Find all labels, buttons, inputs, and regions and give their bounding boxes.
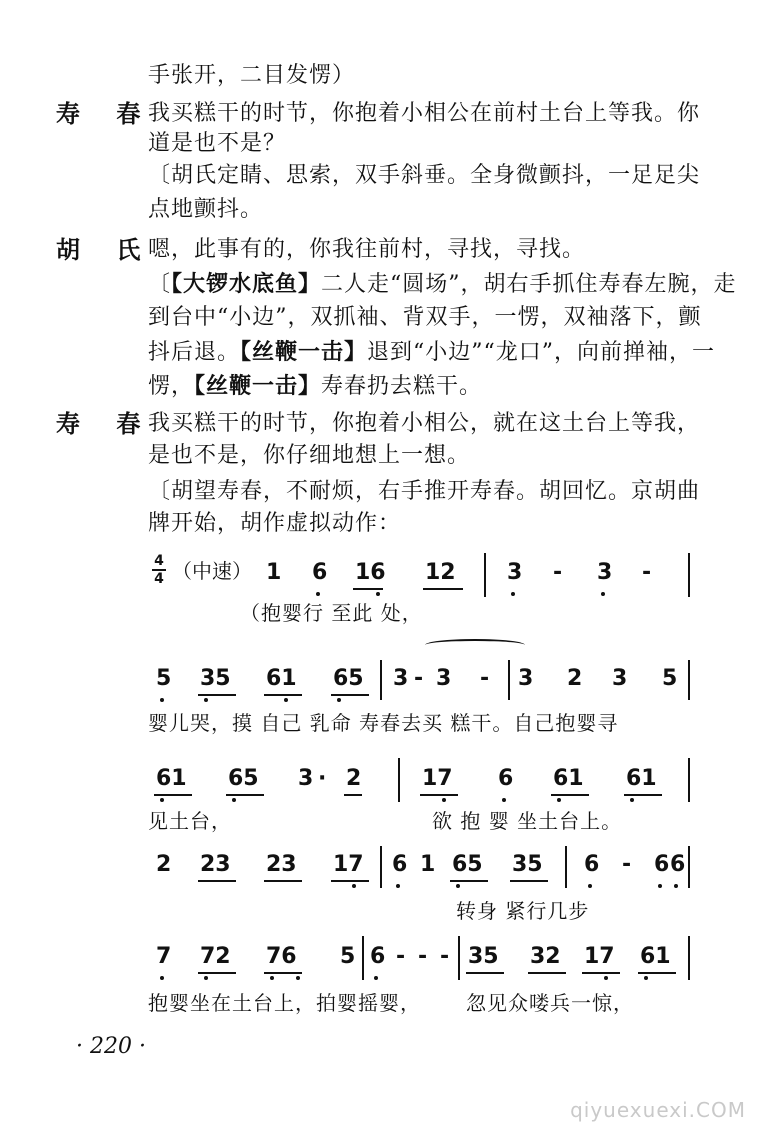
note: 5 xyxy=(340,944,356,969)
bar-line xyxy=(565,846,567,888)
bracket: 〔 xyxy=(148,272,172,297)
underline xyxy=(154,794,192,796)
note: 6 xyxy=(498,766,514,791)
low-dot xyxy=(204,976,208,980)
note: - xyxy=(414,666,424,691)
direction-text: 愣， xyxy=(148,374,195,399)
underline xyxy=(226,794,264,796)
time-signature xyxy=(152,554,166,586)
underline xyxy=(466,972,504,974)
lyrics: 抱婴坐在土台上，拍婴摇婴， xyxy=(148,991,421,1015)
note: - xyxy=(440,944,450,969)
bar-line xyxy=(688,660,690,700)
dialogue-line: 我买糕干的时节，你抱着小相公，就在这土台上等我， xyxy=(148,411,701,436)
low-dot xyxy=(658,884,662,888)
cue-label: 【丝鞭一击】 xyxy=(240,339,368,365)
underline xyxy=(420,794,458,796)
bar-line xyxy=(398,758,400,802)
note: 6 xyxy=(370,944,386,969)
underline xyxy=(331,694,369,696)
underline xyxy=(624,794,662,796)
bar-line xyxy=(688,553,690,597)
note: 65 xyxy=(452,852,483,877)
note: 12 xyxy=(425,560,456,585)
note: 61 xyxy=(266,666,297,691)
note: 7 xyxy=(156,944,172,969)
bar-line xyxy=(458,936,460,980)
low-dot xyxy=(160,798,164,802)
low-dot xyxy=(374,976,378,980)
bar-line xyxy=(508,660,510,700)
low-dot xyxy=(456,884,460,888)
note: - xyxy=(622,852,632,877)
low-dot xyxy=(270,976,274,980)
note: 35 xyxy=(200,666,231,691)
time-signature-top: 4 xyxy=(154,553,164,569)
low-dot xyxy=(502,798,506,802)
note: 6 xyxy=(312,560,328,585)
note: - xyxy=(553,560,563,585)
low-dot xyxy=(160,976,164,980)
speaker-hushi: 胡 氏 xyxy=(56,235,155,264)
lyrics: 见土台， xyxy=(148,809,232,833)
note: 23 xyxy=(200,852,231,877)
dialogue-line: 道是也不是？ xyxy=(148,131,287,156)
direction-text: 退到“小边”“龙口”，向前掸袖，一 xyxy=(367,340,716,365)
underline xyxy=(264,694,302,696)
bar-line xyxy=(688,846,690,888)
underline xyxy=(353,588,383,590)
tie xyxy=(425,639,525,651)
low-dot xyxy=(604,976,608,980)
note: · xyxy=(318,766,327,791)
bar-line xyxy=(380,660,382,700)
note: 1 xyxy=(420,852,436,877)
underline xyxy=(198,972,236,974)
note: 3 xyxy=(518,666,534,691)
stage-direction-line: 到台中“小边”，双抓袖、背双手，一愣，双袖落下，颤 xyxy=(148,305,702,330)
note: 65 xyxy=(228,766,259,791)
low-dot xyxy=(284,698,288,702)
bar-line xyxy=(380,846,382,888)
note: - xyxy=(480,666,490,691)
note: 3 xyxy=(436,666,452,691)
low-dot xyxy=(316,592,320,596)
note: 2 xyxy=(156,852,172,877)
low-dot xyxy=(160,698,164,702)
note: 1 xyxy=(266,560,282,585)
direction-text: 二人走“圆场”，胡右手抓住寿春左腕，走 xyxy=(321,272,737,297)
underline xyxy=(331,880,369,882)
note: 6 xyxy=(670,852,686,877)
stage-direction-line: 手张开，二目发愣） xyxy=(148,63,356,88)
note: 2 xyxy=(346,766,362,791)
low-dot xyxy=(337,698,341,702)
note: 32 xyxy=(530,944,561,969)
underline xyxy=(344,794,362,796)
note: 76 xyxy=(266,944,297,969)
note: 61 xyxy=(156,766,187,791)
lyrics: （抱婴行 至此 处， xyxy=(240,601,423,625)
underline xyxy=(423,588,463,590)
note: 3 xyxy=(393,666,409,691)
note: 65 xyxy=(333,666,364,691)
note: 61 xyxy=(553,766,584,791)
stage-direction-line: 〔胡望寿春，不耐烦，右手推开寿春。胡回忆。京胡曲 xyxy=(148,479,701,504)
note: 61 xyxy=(640,944,671,969)
note: 2 xyxy=(567,666,583,691)
note: - xyxy=(396,944,406,969)
underline xyxy=(551,794,589,796)
low-dot xyxy=(644,976,648,980)
low-dot xyxy=(442,798,446,802)
stage-direction-line: 〔胡氏定睛、思索，双手斜垂。全身微颤抖，一足足尖 xyxy=(148,163,701,188)
underline xyxy=(528,972,566,974)
cue-label: 【大锣水底鱼】 xyxy=(171,271,322,297)
low-dot xyxy=(511,592,515,596)
note: 17 xyxy=(584,944,615,969)
speaker-shouchun: 寿 春 xyxy=(56,409,155,438)
note: 35 xyxy=(512,852,543,877)
underline xyxy=(264,972,302,974)
low-dot xyxy=(204,698,208,702)
underline xyxy=(638,972,676,974)
lyrics: 婴儿哭，摸 自己 乳命 寿春去买 糕干。自己抱婴寻 xyxy=(148,711,619,735)
note: 3 xyxy=(612,666,628,691)
direction-text: 抖后退。 xyxy=(148,340,241,365)
stage-direction-line: 牌开始，胡作虚拟动作： xyxy=(148,511,402,536)
underline xyxy=(450,880,488,882)
low-dot xyxy=(674,884,678,888)
note: 3 xyxy=(298,766,314,791)
cue-label: 【丝鞭一击】 xyxy=(194,373,322,399)
bar-line xyxy=(362,936,364,980)
underline xyxy=(582,972,620,974)
bar-line xyxy=(484,553,486,597)
low-dot xyxy=(630,798,634,802)
underline xyxy=(510,880,548,882)
note: 3 xyxy=(507,560,523,585)
note: 23 xyxy=(266,852,297,877)
lyrics: 欲 抱 婴 坐土台上。 xyxy=(432,809,623,833)
note: 72 xyxy=(200,944,231,969)
note: 17 xyxy=(333,852,364,877)
low-dot xyxy=(352,884,356,888)
lyrics: 转身 紧行几步 xyxy=(456,899,590,923)
note: 35 xyxy=(468,944,499,969)
tempo-marking: （中速） xyxy=(172,559,252,583)
underline xyxy=(198,880,236,882)
dialogue-line: 嗯，此事有的，你我往前村，寻找，寻找。 xyxy=(148,237,586,262)
low-dot xyxy=(557,798,561,802)
low-dot xyxy=(296,976,300,980)
note: 6 xyxy=(654,852,670,877)
low-dot xyxy=(232,798,236,802)
note: - xyxy=(418,944,428,969)
underline xyxy=(264,880,302,882)
low-dot xyxy=(376,592,380,596)
note: - xyxy=(642,560,652,585)
note: 5 xyxy=(156,666,172,691)
bar-line xyxy=(688,758,690,802)
lyrics: 忽见众喽兵一惊， xyxy=(466,991,634,1015)
page-number: · 220 · xyxy=(76,1034,146,1059)
stage-direction-line: 点地颤抖。 xyxy=(148,197,264,222)
low-dot xyxy=(396,884,400,888)
speaker-shouchun: 寿 春 xyxy=(56,99,155,128)
time-signature-bottom: 4 xyxy=(154,571,164,587)
watermark: qiyuexuexi.COM xyxy=(570,1098,746,1122)
note: 17 xyxy=(422,766,453,791)
note: 16 xyxy=(355,560,386,585)
note: 6 xyxy=(392,852,408,877)
dialogue-line: 是也不是，你仔细地想上一想。 xyxy=(148,443,471,468)
note: 3 xyxy=(597,560,613,585)
low-dot xyxy=(588,884,592,888)
bar-line xyxy=(688,936,690,980)
note: 6 xyxy=(584,852,600,877)
direction-text: 寿春扔去糕干。 xyxy=(321,374,483,399)
underline xyxy=(198,694,236,696)
dialogue-line: 我买糕干的时节，你抱着小相公在前村土台上等我。你 xyxy=(148,101,701,126)
note: 5 xyxy=(662,666,678,691)
low-dot xyxy=(601,592,605,596)
note: 61 xyxy=(626,766,657,791)
